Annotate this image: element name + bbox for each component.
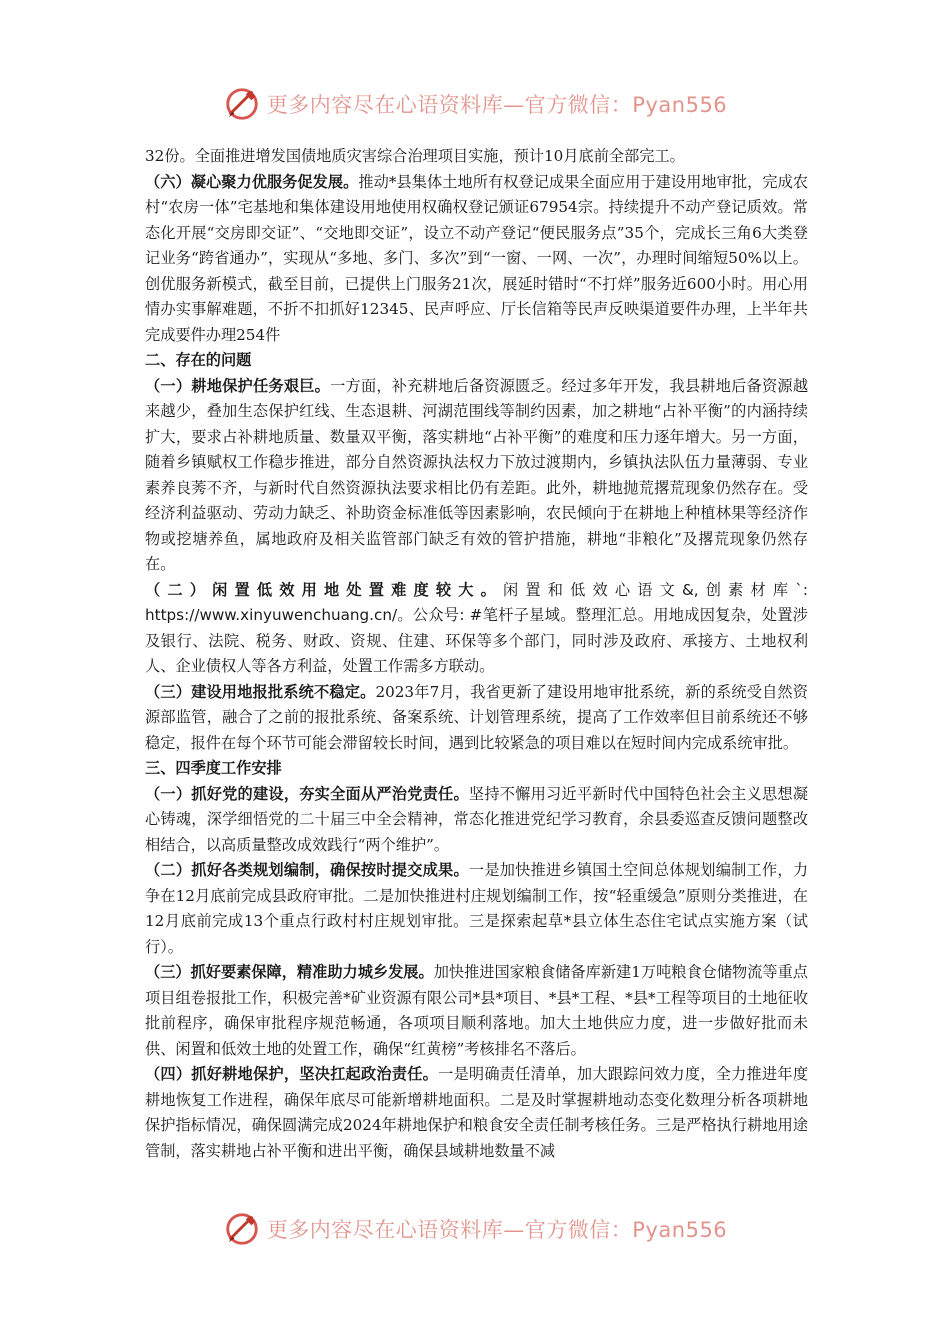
paragraph: （二）闲置低效用地处置难度较大。闲置和低效心语文&,创素材库`: https://www.xinyuwenchuang.cn/。公众号: #笔杆子星域。整理汇总。用地成因复杂，处置涉及银行、法院、税务、财政、资规、住建、环保等多个部门，同时涉及政府、承接方、土地权利人、企业债权人等各方利益，处置工作需多方联动。 [145,580,809,675]
section-heading: 三、四季度工作安排 [145,759,282,777]
header-banner [0,82,950,126]
footer-banner [0,1207,950,1251]
paragraph: （六）凝心聚力优服务促发展。推动*县集体土地所有权登记成果全面应用于建设用地审批，完成农村“农房一体”宅基地和集体建设用地使用权确权登记颁证67954宗。持续提升不动产登记质效。常态化开展“交房即交证”、“交地即交证”，设立不动产登记“便民服务点”35个，完成长三角6大类登记业务“跨省通办”，实现从“多地、多门、多次”到“一窗、一网、一次”，办理时间缩短50%以上。创优服务新模式，截至目前，已提供上门服务21次，展延时错时“不打烊”服务近600小时。用心用情办实事解难题，不折不扣抓好12345、民声呼应、厅长信箱等民声反映渠道要件办理，上半年共完成要件办理254件 [145,172,809,344]
paragraph: （四）抓好耕地保护，坚决扛起政治责任。一是明确责任清单，加大跟踪问效力度，全力推进年度耕地恢复工作进程，确保年底尽可能新增耕地面积。二是及时掌握耕地动态变化数理分析各项耕地保护指标情况，确保圆满完成2024年耕地保护和粮食安全责任制考核任务。三是严格执行耕地用途管制，落实耕地占补平衡和进出平衡，确保县域耕地数量不减 [145,1065,809,1160]
paragraph: （二）抓好各类规划编制，确保按时提交成果。一是加快推进乡镇国土空间总体规划编制工作，力争在12月底前完成县政府审批。二是加快推进村庄规划编制工作，按“轻重缓急”原则分类推进，在12月底前完成13个重点行政村村庄规划审批。三是探索起草*县立体生态住宅试点实施方案（试行）。 [145,861,809,956]
paragraph: 32份。全面推进增发国债地质灾害综合治理项目实施，预计10月底前全部完工。 [145,147,685,165]
banner-text: 更多内容尽在心语资料库—官方微信：Pyan556 [266,93,728,117]
section-heading: 二、存在的问题 [145,351,252,369]
pen-logo-icon [223,85,261,123]
document-body [145,144,808,1164]
banner-text: 更多内容尽在心语资料库—官方微信：Pyan556 [266,1218,728,1242]
paragraph: （一）抓好党的建设，夯实全面从严治党责任。坚持不懈用习近平新时代中国特色社会主义思想凝心铸魂，深学细悟党的二十届三中全会精神，常态化推进党纪学习教育，余县委巡查反馈问题整改相结合，以高质量整改成效践行“两个维护”。 [145,784,809,854]
pen-logo-icon [223,1210,261,1248]
paragraph: （一）耕地保护任务艰巨。一方面，补充耕地后备资源匮乏。经过多年开发，我县耕地后备资源越来越少，叠加生态保护红线、生态退耕、河湖范围线等制约因素，加之耕地“占补平衡”的内涵持续扩大，要求占补耕地质量、数量双平衡，落实耕地“占补平衡”的难度和压力逐年增大。另一方面，随着乡镇赋权工作稳步推进，部分自然资源执法权力下放过渡期内，乡镇执法队伍力量薄弱、专业素养良莠不齐，与新时代自然资源执法要求相比仍有差距。此外，耕地抛荒撂荒现象仍然存在。受经济利益驱动、劳动力缺乏、补助资金标准低等因素影响，农民倾向于在耕地上种植林果等经济作物或挖塘养鱼，属地政府及相关监管部门缺乏有效的管护措施，耕地“非粮化”及撂荒现象仍然存在。 [145,376,809,573]
paragraph: （三）建设用地报批系统不稳定。2023年7月，我省更新了建设用地审批系统，新的系统受自然资源部监管，融合了之前的报批系统、备案系统、计划管理系统，提高了工作效率但目前系统还不够稳定，报件在每个环节可能会滞留较长时间，遇到比较紧急的项目难以在短时间内完成系统审批。 [145,682,808,752]
paragraph: （三）抓好要素保障，精准助力城乡发展。加快推进国家粮食储备库新建1万吨粮食仓储物流等重点项目组卷报批工作，积极完善*矿业资源有限公司*县*项目、*县*工程、*县*工程等项目的土地征收批前程序，确保审批程序规范畅通，各项项目顺利落地。加大土地供应力度，进一步做好批而未供、闲置和低效土地的处置工作，确保“红黄榜”考核排名不落后。 [145,963,808,1058]
